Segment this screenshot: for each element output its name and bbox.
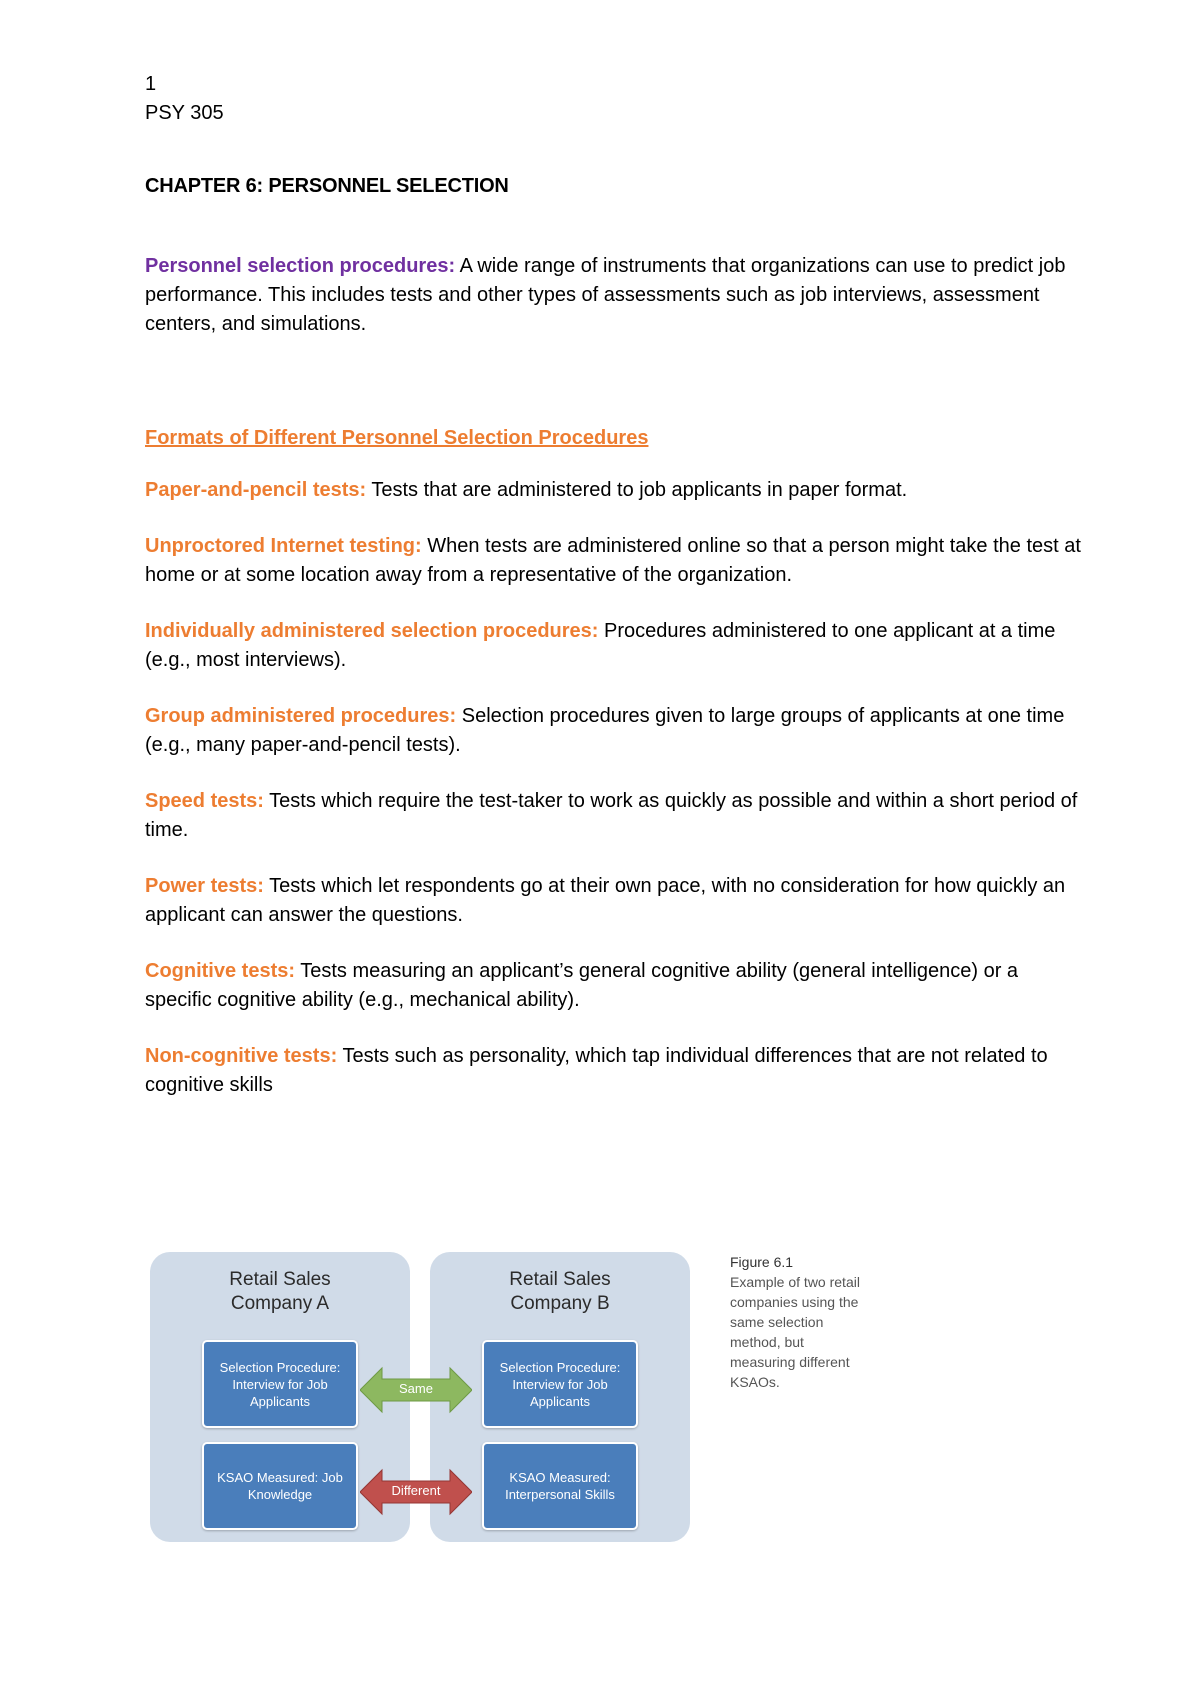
entry-text: When tests are administered online so that a person might take the test at home or at some location away from a representative of the organization.: [145, 535, 1081, 586]
entry-term: Unproctored Internet testing:: [145, 535, 422, 557]
company-a-ksao-box: [202, 1442, 358, 1530]
entry-text: Tests which let respondents go at their own pace, with no consideration for how quickly an applicant can answer the questions.: [145, 875, 1066, 926]
caption-text: Example of two retail companies using the same selection method, but measuring different KSAOs.: [730, 1274, 860, 1390]
entry-text: Tests that are administered to job applicants in paper format.: [366, 479, 908, 501]
intro-paragraph: [145, 252, 1085, 339]
entry-term: Speed tests:: [145, 790, 264, 812]
company-b-ksao-box: [482, 1442, 638, 1530]
entry-unproctored: [145, 532, 1085, 590]
entry-text: Procedures administered to one applicant at a time (e.g., most interviews).: [145, 620, 1056, 671]
entry-text: Tests measuring an applicant’s general cognitive ability (general intelligence) or a specific cognitive ability (e.g., mechanical ability).: [145, 960, 1019, 1011]
entry-term: Paper-and-pencil tests:: [145, 479, 367, 501]
different-arrow: [360, 1468, 472, 1516]
company-a-title-line2: Company A: [230, 1293, 330, 1314]
entry-term: Group administered procedures:: [145, 705, 457, 727]
company-a-title-line1: Retail Sales: [229, 1269, 331, 1290]
caption-label: Figure 6.1: [730, 1254, 794, 1270]
figure-caption: [730, 1252, 860, 1392]
entry-term: Power tests:: [145, 875, 264, 897]
intro-term: Personnel selection procedures:: [145, 255, 456, 277]
entry-paper-pencil: [145, 476, 1085, 505]
entry-term: Individually administered selection procedures:: [145, 620, 599, 642]
entry-cognitive: [145, 957, 1085, 1015]
entry-text: Tests which require the test-taker to work as quickly as possible and within a short period of time.: [145, 790, 1078, 841]
section-title: Formats of Different Personnel Selection Procedures: [145, 427, 649, 449]
same-label: Same: [399, 1381, 433, 1396]
company-a-ksao-text: KSAO Measured: Job Knowledge: [217, 1470, 343, 1502]
entry-non-cognitive: [145, 1042, 1085, 1100]
company-a-title: [150, 1268, 410, 1316]
same-arrow: [360, 1366, 472, 1414]
course-code: PSY 305: [145, 102, 224, 124]
company-b-title: [430, 1268, 690, 1316]
company-b-selection-box: [482, 1340, 638, 1428]
entry-group: [145, 702, 1085, 760]
company-b-ksao-text: KSAO Measured: Interpersonal Skills: [505, 1470, 615, 1502]
entry-text: Tests such as personality, which tap individual differences that are not related to cognitive skills: [145, 1045, 1048, 1096]
entry-text: Selection procedures given to large groups of applicants at one time (e.g., many paper-and-pencil tests).: [145, 705, 1065, 756]
document-page: [145, 70, 1085, 1100]
entry-power: [145, 872, 1085, 930]
company-a-selection-text: Selection Procedure: Interview for Job Applicants: [219, 1359, 341, 1409]
entry-speed: [145, 787, 1085, 845]
company-b-selection-text: Selection Procedure: Interview for Job Applicants: [499, 1359, 621, 1409]
entry-individual: [145, 617, 1085, 675]
entry-term: Cognitive tests:: [145, 960, 296, 982]
page-number: 1: [145, 73, 157, 95]
different-label: Different: [391, 1483, 441, 1498]
entry-term: Non-cognitive tests:: [145, 1045, 338, 1067]
chapter-title: CHAPTER 6: PERSONNEL SELECTION: [145, 175, 509, 197]
company-a-selection-box: [202, 1340, 358, 1428]
intro-text: A wide range of instruments that organizations can use to predict job performance. This includes tests and other types of assessments such as job interviews, assessment centers, and simulations.: [145, 255, 1066, 335]
company-b-title-line2: Company B: [510, 1293, 610, 1314]
company-b-title-line1: Retail Sales: [509, 1269, 611, 1290]
